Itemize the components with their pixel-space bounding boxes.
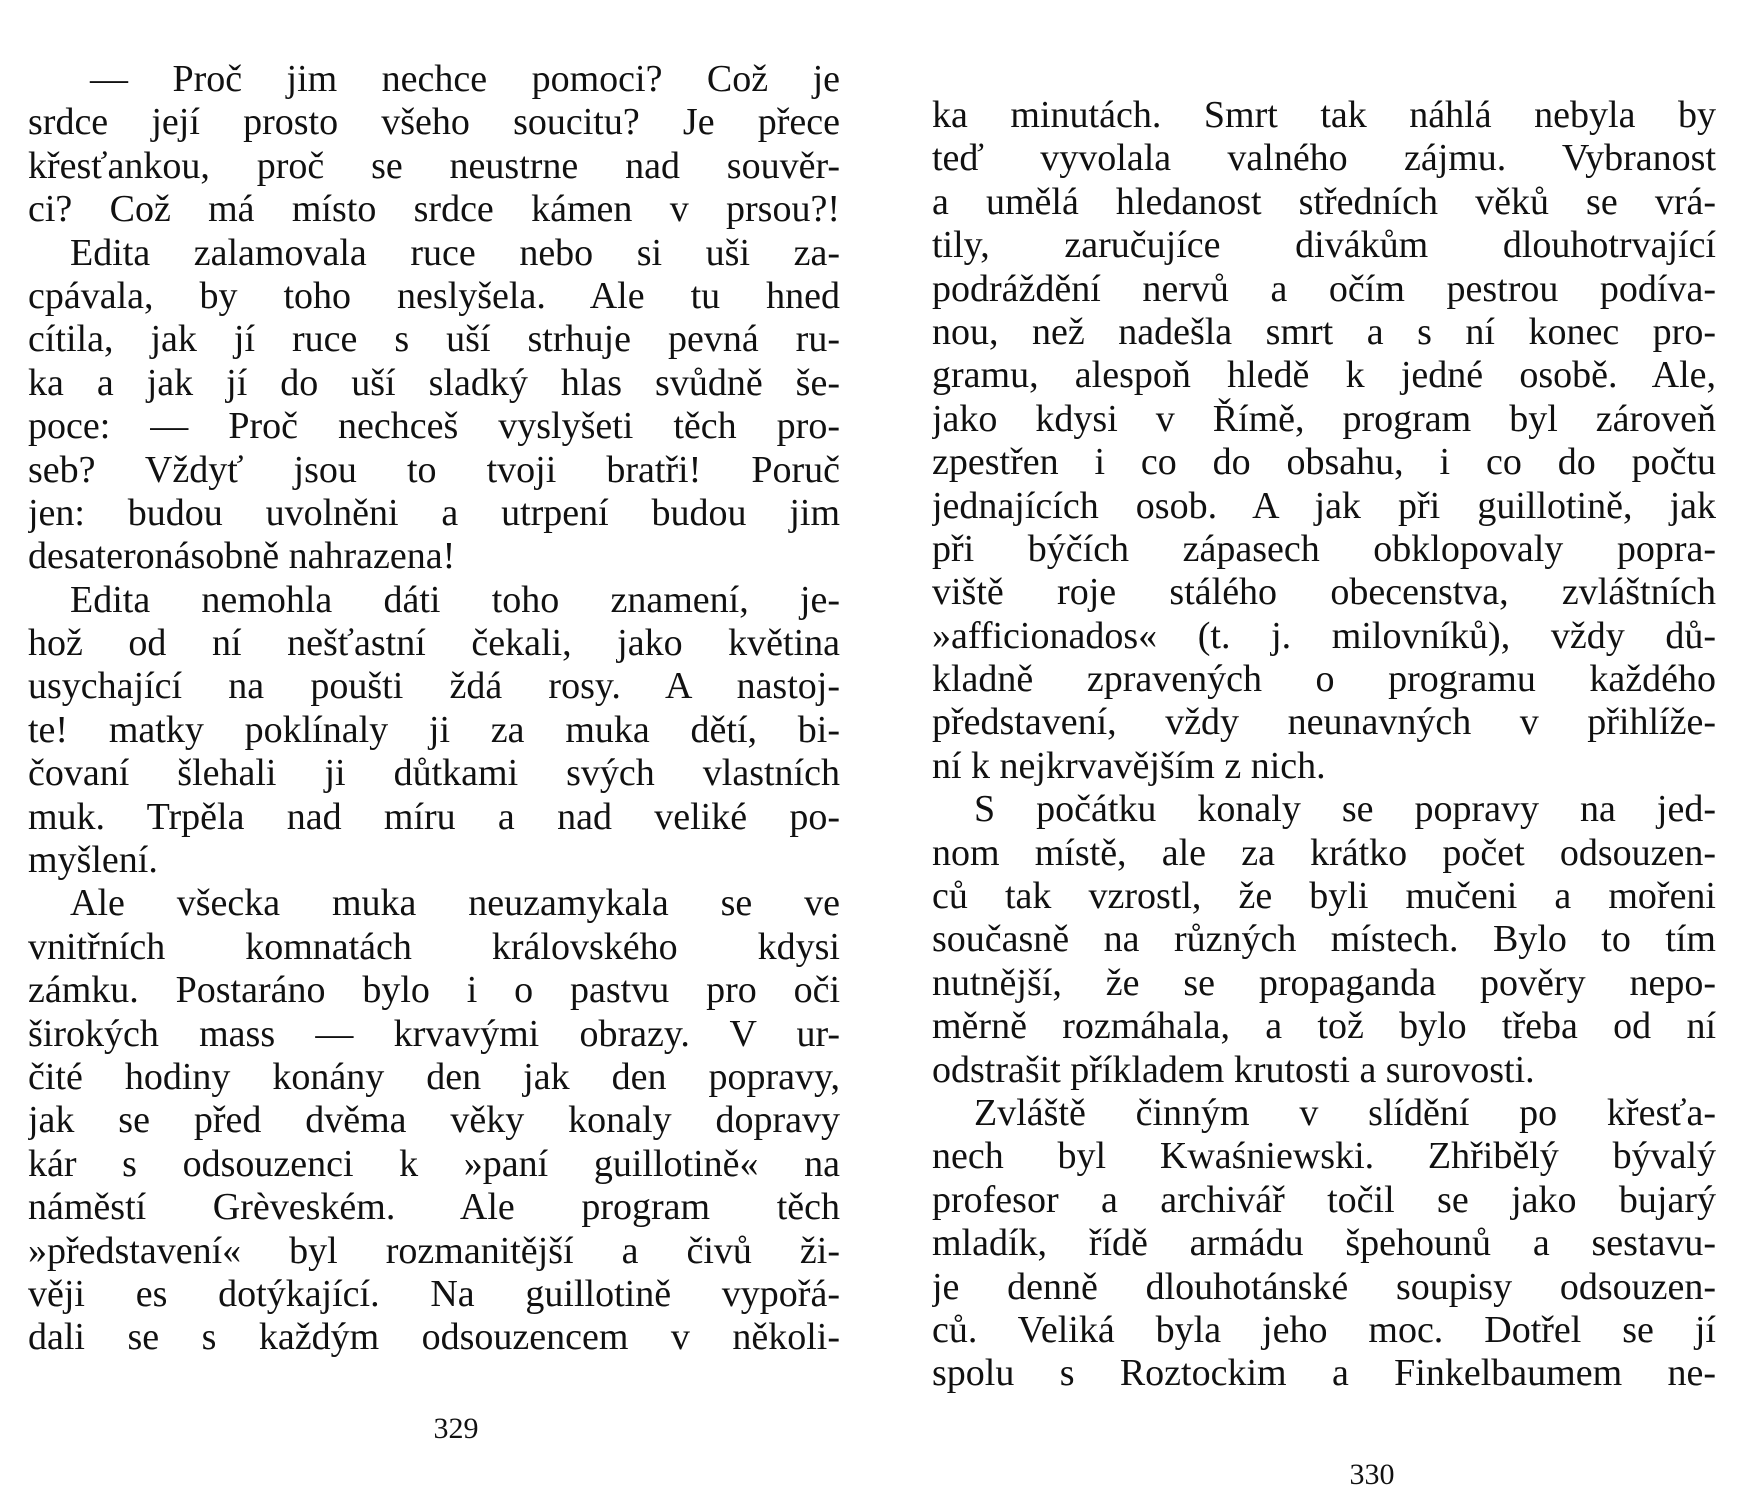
text-line: ců. Veliká byla jeho moc. Dotřel se jí (932, 1308, 1716, 1351)
text-line: — Proč jim nechce pomoci? Což je (90, 58, 840, 100)
text-line: jak se před dvěma věky konaly dopravy (28, 1099, 840, 1142)
text-line: nou, než nadešla smrt a s ní konec pro- (932, 310, 1716, 353)
text-line: srdce její prosto všeho soucitu? Je přece (28, 101, 840, 144)
text-line: dali se s každým odsouzencem v několi- (28, 1316, 840, 1359)
text-line: Edita zalamovala ruce nebo si uši za- (70, 231, 840, 274)
text-line: profesor a archivář točil se jako bujarý (932, 1178, 1716, 1221)
text-line: širokých mass — krvavými obrazy. V ur- (28, 1012, 840, 1055)
text-line: gramu, alespoň hledě k jedné osobě. Ale, (932, 354, 1716, 397)
text-line: kár s odsouzenci k »paní guillotině« na (28, 1142, 840, 1185)
text-line: spolu s Roztockim a Finkelbaumem ne- (932, 1352, 1716, 1395)
left-page-text (28, 58, 840, 1360)
text-line: při býčích zápasech obklopovaly popra- (932, 527, 1716, 570)
text-line: »afficionados« (t. j. milovníků), vždy dů- (932, 614, 1716, 657)
page-number: 330 (1349, 1458, 1395, 1491)
text-line: čité hodiny konány den jak den popravy, (28, 1055, 840, 1098)
text-line: zpestřen i co do obsahu, i co do počtu (932, 441, 1716, 484)
text-line: zámku. Postaráno bylo i o pastvu pro oči (28, 969, 840, 1012)
text-line: náměstí Grèveském. Ale program těch (28, 1186, 840, 1229)
text-line: te! matky poklínaly ji za muka dětí, bi- (28, 708, 840, 751)
text-line: viště roje stálého obecenstva, zvláštních (932, 571, 1716, 614)
text-line: nech byl Kwaśniewski. Zhřibělý bývalý (932, 1135, 1716, 1178)
text-line: současně na různých místech. Bylo to tím (932, 918, 1716, 961)
text-line: křesťankou, proč se neustrne nad souvěr- (28, 144, 840, 187)
text-line: odstrašit příkladem krutosti a surovosti. (932, 1048, 1535, 1091)
text-line: mladík, řídě armádu špehounů a sestavu- (932, 1222, 1716, 1265)
text-line: ní k nejkrvavějším z nich. (932, 744, 1326, 787)
text-line: kladně zpravených o programu každého (932, 658, 1716, 701)
text-line: cpávala, by toho neslyšela. Ale tu hned (28, 274, 840, 317)
text-line: ka minutách. Smrt tak náhlá nebyla by (932, 94, 1716, 136)
text-line: usychající na poušti ždá rosy. A nastoj- (28, 665, 840, 708)
text-line: vnitřních komnatách královského kdysi (28, 925, 840, 968)
text-line: muk. Trpěla nad míru a nad veliké po- (28, 795, 840, 838)
text-line: a umělá hledanost středních věků se vrá- (932, 180, 1716, 223)
text-line: představení, vždy neunavných v přihlíže- (932, 701, 1716, 744)
text-line: podráždění nervů a očím pestrou podíva- (932, 267, 1716, 310)
text-line: seb? Vždyť jsou to tvoji bratři! Poruč (28, 448, 840, 491)
text-line: cítila, jak jí ruce s uší strhuje pevná ru- (28, 318, 840, 361)
text-line: je denně dlouhotánské soupisy odsouzen- (932, 1265, 1716, 1308)
page-number: 329 (433, 1412, 479, 1445)
text-line: nom místě, ale za krátko počet odsouzen- (932, 831, 1716, 874)
text-line: S počátku konaly se popravy na jed- (974, 788, 1716, 831)
text-line: měrně rozmáhala, a tož bylo třeba od ní (932, 1005, 1716, 1048)
text-line: ka a jak jí do uší sladký hlas svůdně še- (28, 361, 840, 404)
text-line: teď vyvolala valného zájmu. Vybranost (932, 137, 1716, 180)
text-line: nutnější, že se propaganda pověry nepo- (932, 961, 1716, 1004)
text-line: poce: — Proč nechceš vyslyšeti těch pro- (28, 405, 840, 448)
text-line: myšlení. (28, 839, 158, 882)
text-line: ci? Což má místo srdce kámen v prsou?! (28, 188, 840, 231)
text-line: ců tak vzrostl, že byli mučeni a mořeni (932, 875, 1716, 918)
text-line: Ale všecka muka neuzamykala se ve (70, 882, 840, 925)
text-line: hož od ní nešťastní čekali, jako květina (28, 622, 840, 665)
text-line: Edita nemohla dáti toho znamení, je- (70, 578, 840, 621)
text-line: čovaní šlehali ji důtkami svých vlastních (28, 752, 840, 795)
text-line: věji es dotýkající. Na guillotině vypořá- (28, 1272, 840, 1315)
text-line: tily, zaručujíce divákům dlouhotrvající (932, 224, 1716, 267)
text-line: »představení« byl rozmanitější a čivů ži- (28, 1229, 840, 1272)
text-line: jen: budou uvolněni a utrpení budou jim (28, 491, 840, 534)
text-line: jednajících osob. A jak při guillotině, jak (932, 484, 1716, 527)
right-page-text (932, 94, 1716, 1396)
text-line: jako kdysi v Římě, program byl zároveň (932, 397, 1716, 440)
text-line: Zvláště činným v slídění po křesťa- (974, 1091, 1716, 1134)
text-line: desateronásobně nahrazena! (28, 535, 456, 578)
